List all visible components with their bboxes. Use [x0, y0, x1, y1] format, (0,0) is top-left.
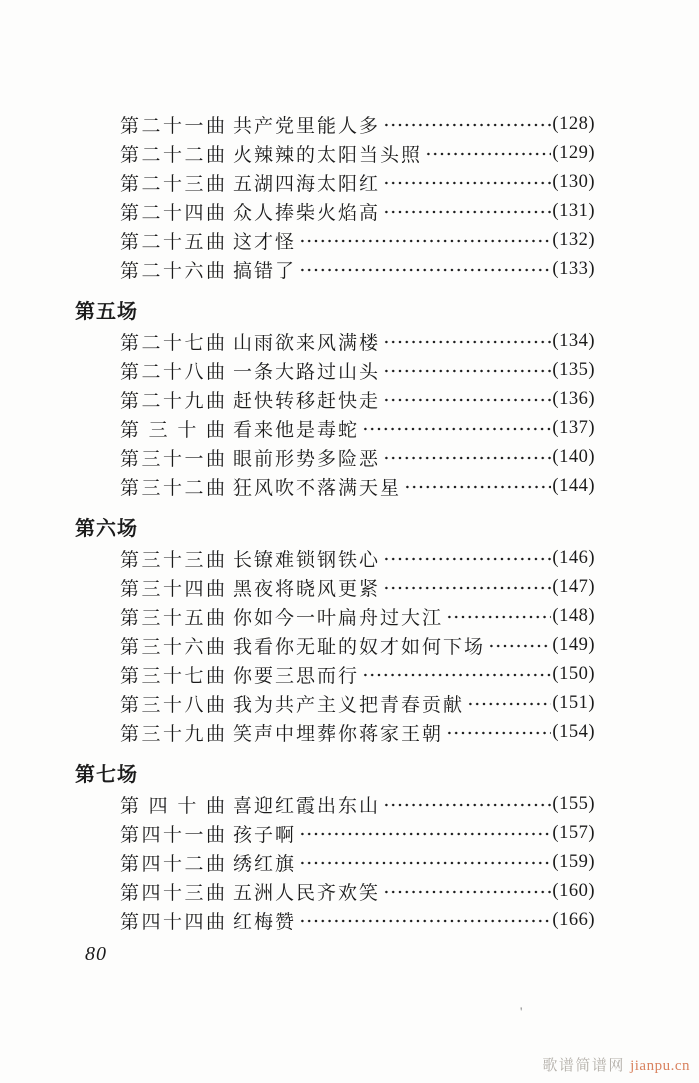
entry-title: 火辣辣的太阳当头照	[233, 145, 423, 166]
entry-title: 搞错了	[233, 261, 297, 282]
entry-title: 五洲人民齐欢笑	[233, 883, 381, 904]
entry-number: 第三十四曲	[120, 579, 225, 600]
toc-entry	[75, 443, 595, 472]
entry-title: 一条大路过山头	[233, 362, 381, 383]
entry-title: 狂风吹不落满天星	[233, 478, 402, 499]
entry-title: 这才怪	[233, 232, 297, 253]
entry-title: 你如今一叶扁舟过大江	[233, 608, 444, 629]
toc-section	[75, 761, 595, 935]
dot-leader	[383, 573, 551, 602]
entry-title: 共产党里能人多	[233, 116, 381, 137]
watermark	[542, 1054, 690, 1075]
entry-number: 第二十九曲	[120, 391, 225, 412]
entry-number: 第二十六曲	[120, 261, 225, 282]
entry-title: 喜迎红霞出东山	[233, 796, 381, 817]
entry-title: 你要三思而行	[233, 666, 360, 687]
toc-section	[75, 110, 595, 284]
watermark-site-url: jianpu.cn	[630, 1058, 690, 1074]
entry-title: 我看你无耻的奴才如何下场	[233, 637, 486, 658]
toc-entry	[75, 197, 595, 226]
dot-leader	[299, 255, 551, 284]
entry-title: 黑夜将晓风更紧	[233, 579, 381, 600]
dot-leader	[383, 110, 551, 139]
entry-number: 第三十八曲	[120, 695, 225, 716]
entry-number: 第三十二曲	[120, 478, 225, 499]
entry-title: 红梅赞	[233, 912, 297, 933]
dot-leader	[446, 718, 551, 747]
toc-entry	[75, 573, 595, 602]
entry-title: 笑声中埋葬你蒋家王朝	[233, 724, 444, 745]
entry-title: 众人捧柴火焰高	[233, 203, 381, 224]
toc-entry	[75, 255, 595, 284]
entry-title: 长镣难锁钢铁心	[233, 550, 381, 571]
entry-page-number: (147)	[552, 577, 595, 597]
entry-number: 第三十曲	[120, 420, 225, 441]
entry-number: 第四十曲	[120, 796, 225, 817]
entry-number: 第四十一曲	[120, 825, 225, 846]
dot-leader	[425, 139, 551, 168]
dot-leader	[383, 877, 551, 906]
dot-leader	[383, 197, 551, 226]
entry-title: 看来他是毒蛇	[233, 420, 360, 441]
entry-page-number: (150)	[552, 664, 595, 684]
toc-entry	[75, 226, 595, 255]
entry-number: 第四十二曲	[120, 854, 225, 875]
entry-number: 第四十三曲	[120, 883, 225, 904]
dot-leader	[467, 689, 551, 718]
page-number: 80	[85, 943, 107, 965]
entry-page-number: (149)	[552, 635, 595, 655]
toc-entry	[75, 327, 595, 356]
dot-leader	[299, 819, 551, 848]
toc-entry	[75, 660, 595, 689]
entry-number: 第二十二曲	[120, 145, 225, 166]
dot-leader	[383, 443, 551, 472]
section-entries	[75, 327, 595, 501]
watermark-site-name: 歌谱简谱网	[542, 1058, 625, 1074]
toc-entry	[75, 631, 595, 660]
entry-page-number: (140)	[552, 447, 595, 467]
scene-heading: 第五场	[75, 301, 138, 323]
dot-leader	[383, 327, 551, 356]
toc-entry	[75, 819, 595, 848]
entry-title: 五湖四海太阳红	[233, 174, 381, 195]
entry-page-number: (166)	[552, 910, 595, 930]
entry-title: 孩子啊	[233, 825, 297, 846]
section-entries	[75, 544, 595, 747]
dot-leader	[383, 544, 551, 573]
entry-title: 眼前形势多险恶	[233, 449, 381, 470]
entry-page-number: (157)	[552, 823, 595, 843]
toc-entry	[75, 906, 595, 935]
entry-number: 第三十七曲	[120, 666, 225, 687]
entry-page-number: (130)	[552, 172, 595, 192]
toc-entry	[75, 414, 595, 443]
entry-number: 第四十四曲	[120, 912, 225, 933]
toc-entry	[75, 139, 595, 168]
dot-leader	[404, 472, 551, 501]
dot-leader	[362, 660, 551, 689]
entry-page-number: (154)	[552, 722, 595, 742]
scene-heading: 第七场	[75, 764, 138, 786]
entry-page-number: (155)	[552, 794, 595, 814]
dot-leader	[362, 414, 551, 443]
toc-entry	[75, 877, 595, 906]
dot-leader	[383, 385, 551, 414]
scan-artifact-mark: '	[520, 1004, 523, 1019]
entry-number: 第三十三曲	[120, 550, 225, 571]
entry-number: 第三十一曲	[120, 449, 225, 470]
entry-title: 绣红旗	[233, 854, 297, 875]
entry-page-number: (133)	[552, 259, 595, 279]
entry-title: 赶快转移赶快走	[233, 391, 381, 412]
entry-number: 第二十八曲	[120, 362, 225, 383]
toc-entry	[75, 168, 595, 197]
entry-page-number: (151)	[552, 693, 595, 713]
section-entries	[75, 110, 595, 284]
toc-entry	[75, 848, 595, 877]
toc-section	[75, 298, 595, 501]
dot-leader	[488, 631, 551, 660]
toc-section	[75, 515, 595, 747]
entry-page-number: (128)	[552, 114, 595, 134]
entry-title: 我为共产主义把青春贡献	[233, 695, 465, 716]
dot-leader	[299, 848, 551, 877]
entry-number: 第三十九曲	[120, 724, 225, 745]
toc-entry	[75, 718, 595, 747]
toc-entry	[75, 385, 595, 414]
dot-leader	[383, 168, 551, 197]
toc-entry	[75, 544, 595, 573]
entry-page-number: (159)	[552, 852, 595, 872]
toc-entry	[75, 790, 595, 819]
entry-page-number: (134)	[552, 331, 595, 351]
entry-number: 第三十五曲	[120, 608, 225, 629]
section-entries	[75, 790, 595, 935]
toc-entry	[75, 602, 595, 631]
entry-page-number: (129)	[552, 143, 595, 163]
dot-leader	[299, 226, 551, 255]
entry-number: 第二十五曲	[120, 232, 225, 253]
dot-leader	[383, 790, 551, 819]
entry-number: 第三十六曲	[120, 637, 225, 658]
entry-title: 山雨欲来风满楼	[233, 333, 381, 354]
entry-page-number: (144)	[552, 476, 595, 496]
entry-page-number: (146)	[552, 548, 595, 568]
entry-number: 第二十一曲	[120, 116, 225, 137]
entry-page-number: (148)	[552, 606, 595, 626]
scene-heading: 第六场	[75, 518, 138, 540]
entry-page-number: (137)	[552, 418, 595, 438]
dot-leader	[299, 906, 551, 935]
toc-entry	[75, 356, 595, 385]
dot-leader	[383, 356, 551, 385]
entry-page-number: (131)	[552, 201, 595, 221]
entry-number: 第二十四曲	[120, 203, 225, 224]
toc-entry	[75, 110, 595, 139]
toc-entry	[75, 472, 595, 501]
entry-page-number: (136)	[552, 389, 595, 409]
entry-page-number: (160)	[552, 881, 595, 901]
entry-number: 第二十七曲	[120, 333, 225, 354]
entry-number: 第二十三曲	[120, 174, 225, 195]
entry-page-number: (132)	[552, 230, 595, 250]
toc-entry	[75, 689, 595, 718]
dot-leader	[446, 602, 551, 631]
entry-page-number: (135)	[552, 360, 595, 380]
